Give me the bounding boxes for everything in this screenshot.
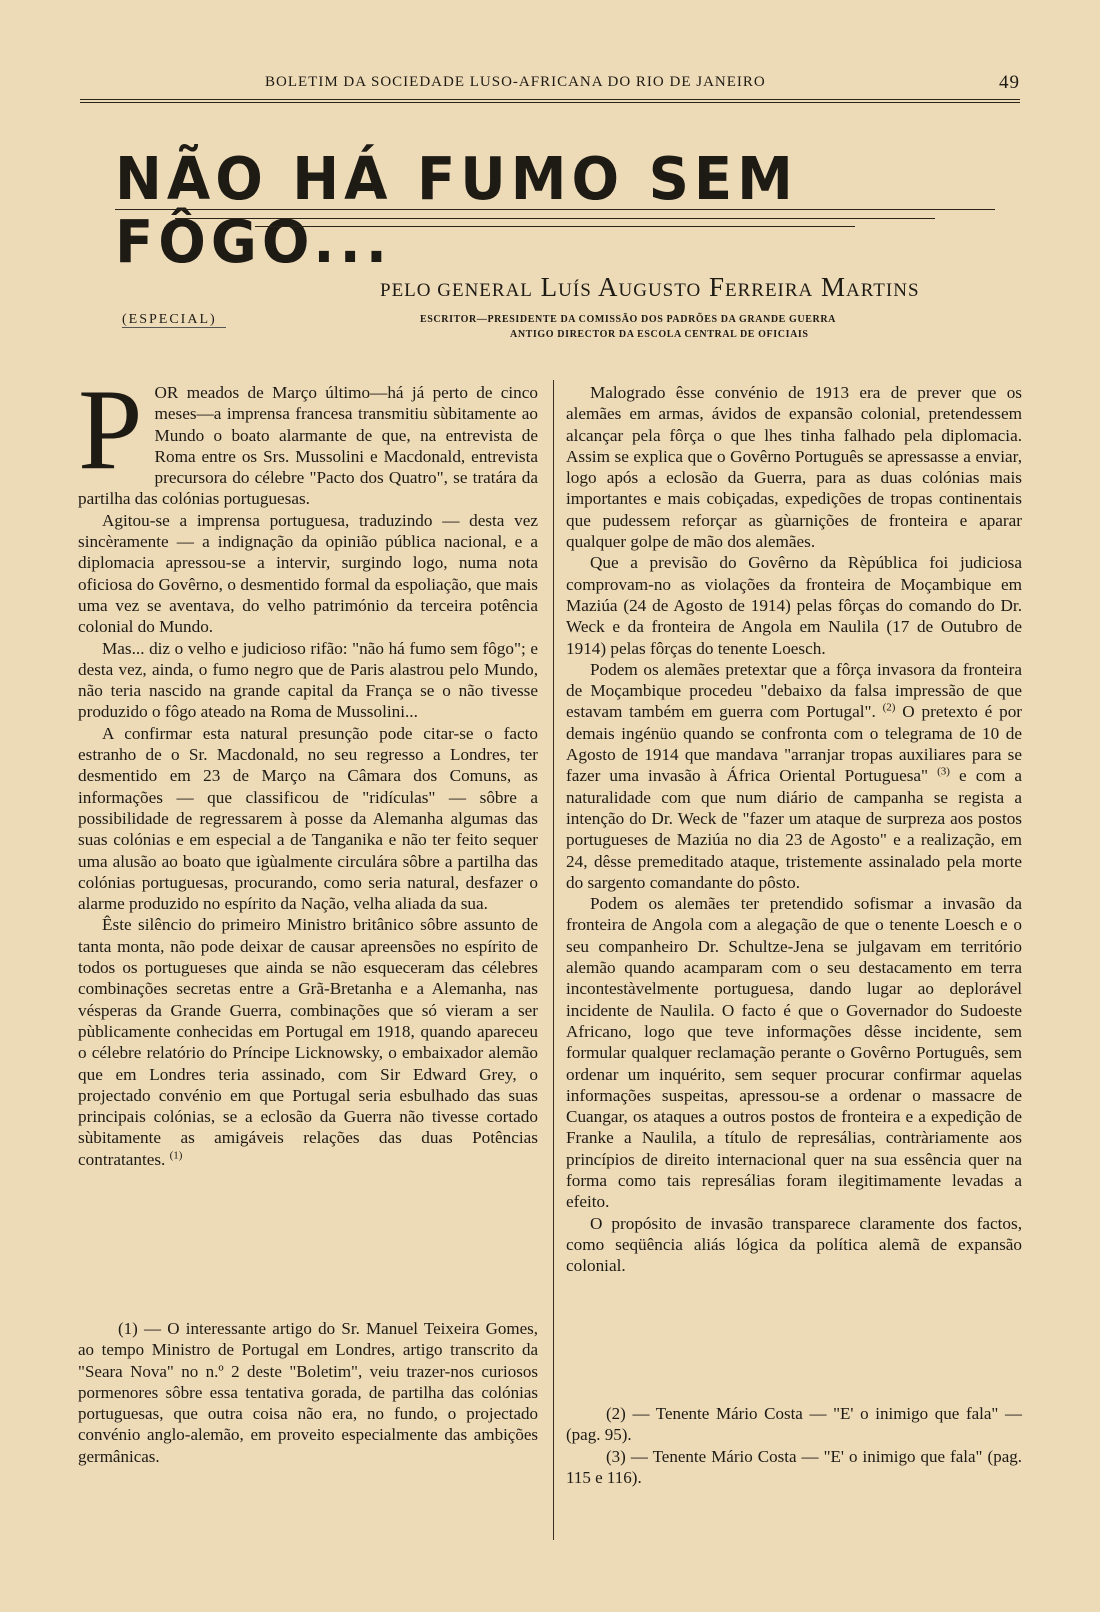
author-roles	[420, 312, 940, 342]
journal-title: BOLETIM DA SOCIEDADE LUSO-AFRICANA DO RIO DE JANEIRO	[265, 74, 766, 90]
author-role-2: ANTIGO DIRECTOR DA ESCOLA CENTRAL DE OFICIAIS	[510, 329, 809, 340]
author-role-1: ESCRITOR—PRESIDENTE DA COMISSÃO DOS PADRÕES DA GRANDE GUERRA	[420, 314, 836, 325]
paragraph-text: O pretexto é por demais ingénüo quando se confronta com o telegrama de 10 de Agosto de 1914 que mandava "arranjar tropas auxiliares para se fazer uma invasão à África Oriental Portuguesa"	[566, 702, 1023, 786]
paragraph: Agitou-se a imprensa portuguesa, traduzindo — desta vez sincèramente — a indignação da opinião pública nacional, e a diplomacia apressou-se a intervir, surgindo logo, numa nota oficiosa do Govêrno, o desmentido formal da espoliação, que mais uma vez se aventava, do velho património da terceira potência colonial do Mundo.	[78, 510, 538, 637]
footnote-text: (1) — O interessante artigo do Sr. Manuel Teixeira Gomes, ao tempo Ministro de Portugal em Londres, artigo transcrito da "Seara Nova" no n.º 2 deste "Boletim", veiu trazer-nos curiosos pormenores sôbre essa tentativa gorada, de partilha das colónias portuguesas, que outra coisa não era, no fundo, o projectado convénio anglo-alemão, em proveito especialmente das ambições germânicas.	[78, 1319, 538, 1466]
paragraph: Podem os alemães ter pretendido sofismar a invasão da fronteira de Angola com a alegação de que o tenente Loesch e o seu companheiro Dr. Schultze-Jena se julgavam em território alemão quando acamparam com o seu destacamento em terra incontestàvelmente portuguesa, dando lugar ao deplorável incidente de Naulila. O facto é que o Governador do Sudoeste Africano, logo que teve informações dêsse incidente, sem formular qualquer reclamação perante o Govêrno Português, sem ordenar um inquérito, sem sequer procurar confirmar aquelas informações suspeitas, apressou-se a ordenar o massacre de Cuangar, os ataques a outros postos de fronteira e a expedição de Franke a Naulila, a título de represálias, contràriamente aos princípios de direito internacional quer na sua essência quer na forma como tais represálias foram ilegitimamente levadas a efeito.	[566, 894, 1022, 1212]
paragraph	[78, 366, 538, 510]
byline	[380, 272, 1020, 303]
footnote-ref: (3)	[937, 765, 950, 778]
author-name: Luís Augusto Ferreira Martins	[540, 272, 920, 302]
byline-prefix: PELO GENERAL	[380, 280, 533, 301]
left-column	[78, 366, 538, 1170]
column-divider	[553, 380, 554, 1540]
footnote-3: (3) — Tenente Mário Costa — "E' o inimigo que fala" (pag. 115 e 116).	[566, 1446, 1022, 1487]
paragraph: Mas... diz o velho e judicioso rifão: "não há fumo sem fôgo"; e desta vez, ainda, o fumo negro que de Paris alastrou pelo Mundo, não teria nascido na grande capital da França se o não tivesse produzido o fôgo ateado na Roma de Mussolini...	[78, 638, 538, 722]
paragraph: Que a previsão do Govêrno da Rèpública foi judiciosa comprovam-no as violações da fronteira de Moçambique em Maziúa (24 de Agosto de 1914) pelas fôrças do comando do Dr. Weck e da fronteira de Angola em Naulila (17 de Outubro de 1914) pelas fôrças do tenente Loesch.	[566, 553, 1022, 658]
paragraph	[78, 914, 538, 1170]
paragraph: O propósito de invasão transparece claramente dos factos, como seqüência aliás lógica da política alemã de expansão colonial.	[566, 1213, 1022, 1276]
footnote-ref: (2)	[882, 701, 896, 714]
running-header	[80, 72, 1020, 96]
drop-cap: P	[78, 366, 143, 494]
section-rule	[122, 327, 226, 328]
paragraph-text: Êste silêncio do primeiro Ministro britânico sôbre assunto de tanta monta, não pode deixar de causar apreensões no espírito de todos os portugueses que ainda se não esqueceram das célebres combinações secretas entre a Grã-Bretanha e a Alemanha, nas vésperas da Grande Guerra, combinações que só vieram a ser pùblicamente conhecidas em Portugal em 1918, quando apareceu o célebre relatório do Príncipe Licknowsky, o embaixador alemão que em Londres teria assinado, com Sir Edward Grey, o projectado convénio em que Portugal seria esbulhado das suas principais colónias, se a eclosão da Guerra não tivesse cortado sùbitamente as amigáveis relações das duas Potências contratantes.	[78, 915, 538, 1169]
page-number: 49	[999, 72, 1020, 93]
title-rule-2	[175, 218, 935, 219]
paragraph: Malogrado êsse convénio de 1913 era de prever que os alemães em armas, ávidos de expansão colonial, pretendessem alcançar pela fôrça o que lhes tinha falhado pela diplomacia. Assim se explica que o Govêrno Português se apressasse a enviar, logo após a eclosão da Guerra, para as duas colónias mais importantes e mais cobiçadas, expedições de tropas continentais que pudessem reforçar as gùarnições de fronteira e aparar qualquer golpe de mão dos alemães.	[566, 383, 1022, 552]
paragraph: A confirmar esta natural presunção pode citar-se o facto estranho de o Sr. Macdonald, no seu regresso a Londres, ter desmentido em 23 de Março na Câmara dos Comuns, as informações — que classificou de "ridículas" — sôbre a possibilidade de regressarem à posse da Alemanha algumas das suas colónias e em especial a de Tanganika e não ter feito sequer uma alusão ao boato que igùalmente circulára sôbre a partilha das colónias portuguesas, procurando, como seria natural, desfazer o alarme produzido no espírito da Nação, velha aliada da sua.	[78, 723, 538, 914]
right-column	[566, 382, 1022, 1276]
footnote-1	[78, 1318, 538, 1467]
paragraph	[566, 659, 1022, 893]
header-rule-top	[80, 99, 1020, 100]
title-rule	[115, 209, 995, 210]
paragraph-text: e com a naturalidade com que num diário de campanha se regista a intenção do Dr. Weck de "fazer um ataque de surpreza aos postos portugueses de Maziúa no dia 23 de Agosto" e a realização, em 24, dêsse premeditado ataque, tristemente assinalado pela morte do sargento comandante do pôsto.	[566, 766, 1023, 892]
section-label: (ESPECIAL)	[122, 312, 217, 327]
footnote-ref: (1)	[169, 1148, 183, 1161]
paragraph-text: Podem os alemães pretextar que a fôrça invasora da fronteira de Moçambique procedeu "debaixo da falsa impressão de que estavam também em guerra com Portugal".	[566, 659, 1022, 722]
footnotes-right	[566, 1403, 1022, 1488]
header-rule-bottom	[80, 102, 1020, 103]
title-rule-3	[255, 226, 855, 227]
paragraph-text: OR meados de Março último—há já perto de cinco meses—a imprensa francesa transmitiu sùbitamente ao Mundo o boato alarmante de que, na entrevista de Roma entre os Srs. Mussolini e Macdonald, entrevista precursora do célebre "Pacto dos Quatro", se tratára da partilha das colónias portuguesas.	[78, 383, 538, 509]
article-title: NÃO HÁ FUMO SEM FÔGO...	[115, 145, 798, 277]
footnote-2: (2) — Tenente Mário Costa — "E' o inimigo que fala" — (pag. 95).	[566, 1404, 1022, 1445]
